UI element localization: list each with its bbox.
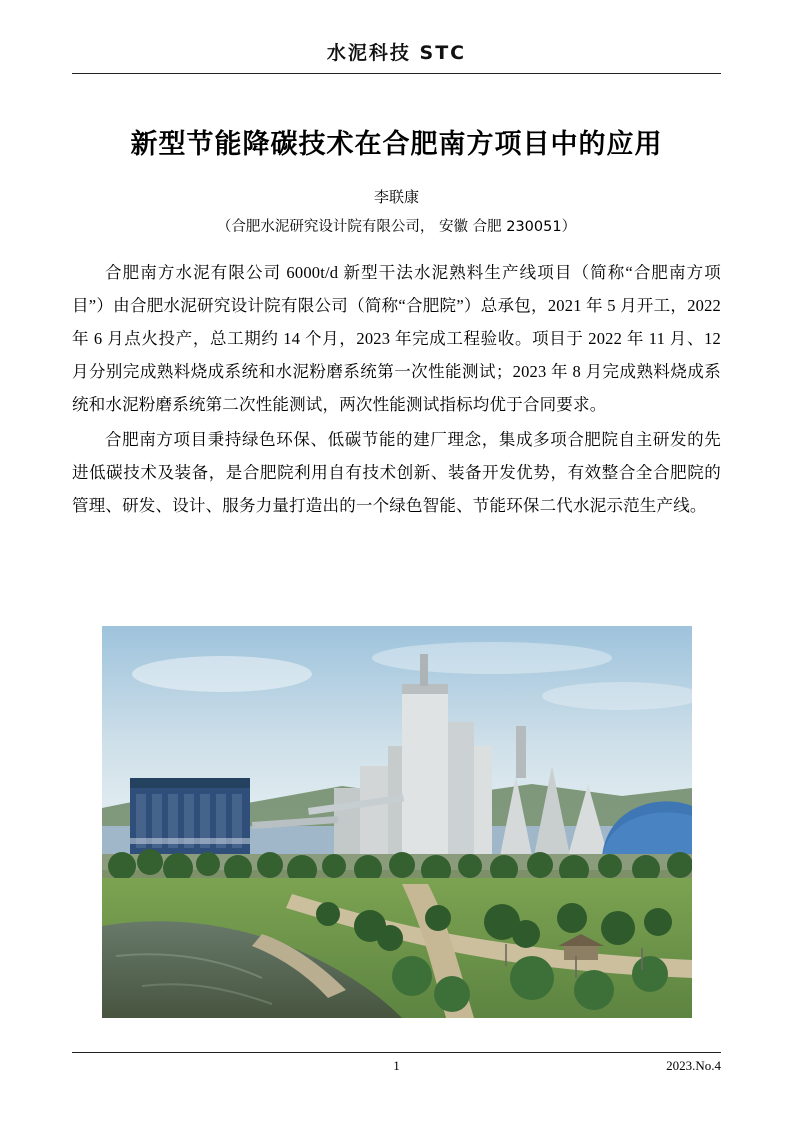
plant-photograph [102,626,692,1018]
page-header [72,38,721,74]
header-divider [72,73,721,74]
page-title: 新型节能降碳技术在合肥南方项目中的应用 [130,129,663,160]
author-line: 李联康 [373,188,419,206]
paragraph: 合肥南方项目秉持绿色环保、低碳节能的建厂理念，集成多项合肥院自主研发的先进低碳技术及装备，是合肥院利用自有技术创新、装备开发优势，有效整合全合肥院的管理、研发、设计、服务力量打造出的一个绿色智能、节能环保二代水泥示范生产线。 [72,430,721,515]
article-body [72,256,721,524]
issue-label: 2023.No.4 [666,1058,721,1073]
affiliation-line: （合肥水泥研究设计院有限公司， 安徽 合肥 230051） [216,219,577,235]
photo-illustration [102,626,692,1018]
paragraph: 合肥南方水泥有限公司 6000t/d 新型干法水泥熟料生产线项目（简称“合肥南方项目”）由合肥水泥研究设计院有限公司（简称“合肥院”）总承包，2021 年 5 月开工，2022 年 6 月点火投产，总工期约 14 个月，2023 年完成工程验收。项目于 2022 年 11 月、12 月分别完成熟料烧成系统和水泥粉磨系统第一次性能测试；2023 年 8 月完成熟料烧成系统和水泥粉磨系统第二次性能测试，两次性能测试指标均优于合同要求。 [72,263,721,414]
running-title: 水泥科技 STC [326,42,467,64]
page-number: 1 [393,1058,400,1073]
footer-divider [72,1052,721,1053]
